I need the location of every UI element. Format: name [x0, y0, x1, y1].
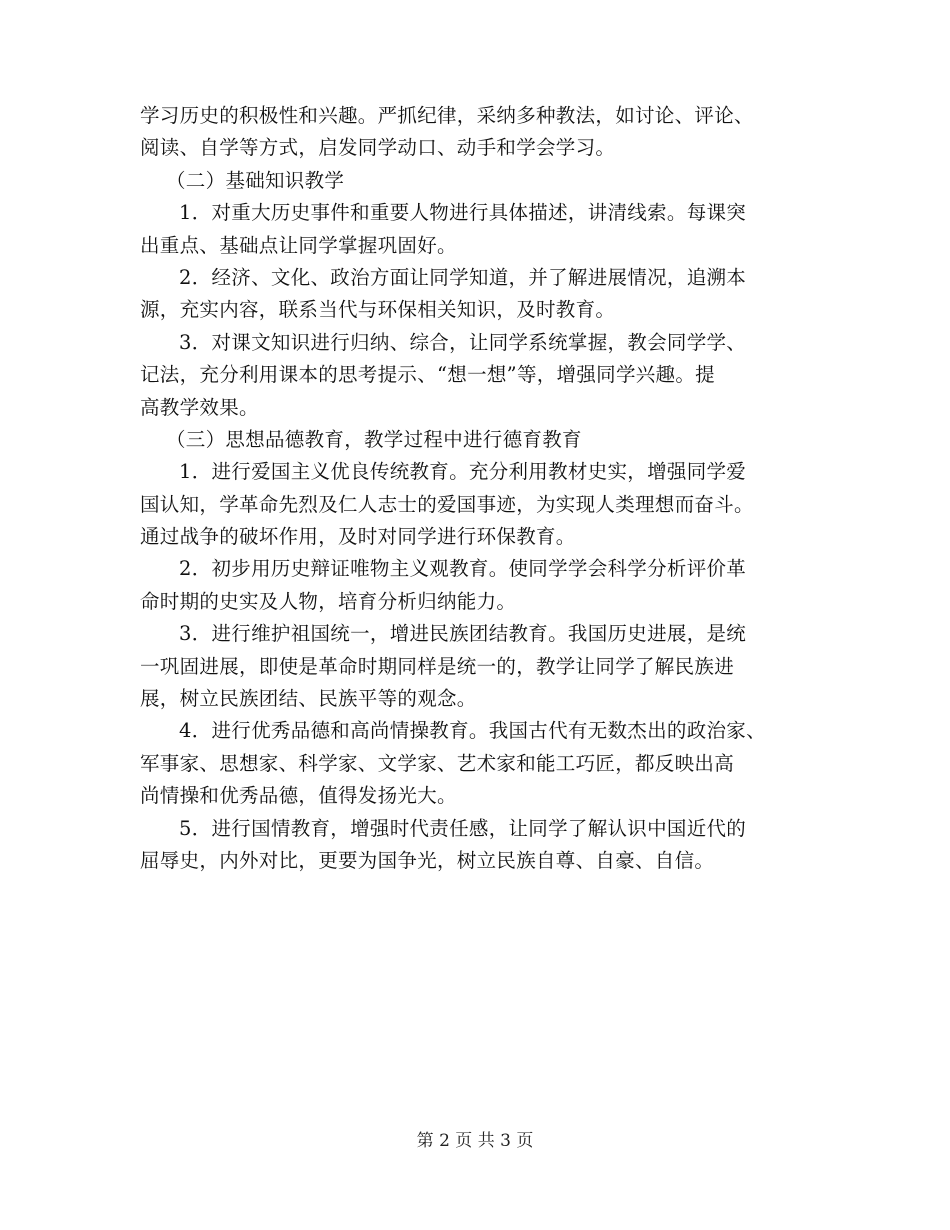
paragraph-line: 出重点、基础点让同学掌握巩固好。: [140, 233, 457, 257]
document-body: [140, 101, 820, 878]
paragraph-line: 阅读、自学等方式，启发同学动口、动手和学会学习。: [140, 136, 616, 160]
paragraph-line: 源，充实内容，联系当代与环保相关知识，及时教育。: [140, 298, 616, 322]
section-heading: （二）基础知识教学: [166, 168, 345, 192]
section-heading: （三）思想品德教育，教学过程中进行德育教育: [166, 427, 582, 451]
page-number-footer: 第 2 页 共 3 页: [416, 1131, 534, 1151]
paragraph-line: 1．进行爱国主义优良传统教育。充分利用教材史实，增强同学爱: [179, 460, 747, 484]
paragraph-line: 屈辱史，内外对比，更要为国争光，树立民族自尊、自豪、自信。: [140, 848, 715, 872]
paragraph-line: 记法，充分利用课本的思考提示、“想一想”等，增强同学兴趣。提: [140, 363, 715, 387]
paragraph-line: 3．对课文知识进行归纳、综合，让同学系统掌握，教会同学学、: [179, 330, 747, 354]
paragraph-line: 通过战争的破坏作用，及时对同学进行环保教育。: [140, 525, 576, 549]
paragraph-line: 3．进行维护祖国统一，增进民族团结教育。我国历史进展，是统: [179, 622, 747, 646]
paragraph-line: 军事家、思想家、科学家、文学家、艺术家和能工巧匠，都反映出高: [140, 751, 735, 775]
paragraph-line: 2．初步用历史辩证唯物主义观教育。使同学学会科学分析评价革: [179, 557, 747, 581]
paragraph-line: 命时期的史实及人物，培育分析归纳能力。: [140, 589, 517, 613]
paragraph-line: 展，树立民族团结、民族平等的观念。: [140, 687, 477, 711]
paragraph-line: 国认知，学革命先烈及仁人志士的爱国事迹，为实现人类理想而奋斗。: [140, 492, 754, 516]
paragraph-line: 4．进行优秀品德和高尚情操教育。我国古代有无数杰出的政治家、: [179, 719, 766, 743]
paragraph-line: 5．进行国情教育，增强时代责任感，让同学了解认识中国近代的: [179, 816, 747, 840]
paragraph-line: 一巩固进展，即使是革命时期同样是统一的，教学让同学了解民族进: [140, 654, 735, 678]
paragraph-line: 高教学效果。: [140, 395, 259, 419]
paragraph-line: 1．对重大历史事件和重要人物进行具体描述，讲清线索。每课突: [179, 201, 747, 225]
paragraph-line: 尚情操和优秀品德，值得发扬光大。: [140, 784, 457, 808]
paragraph-line: 2．经济、文化、政治方面让同学知道，并了解进展情况，追溯本: [179, 265, 747, 289]
paragraph-line: 学习历史的积极性和兴趣。严抓纪律，采纳多种教法，如讨论、评论、: [140, 104, 754, 127]
